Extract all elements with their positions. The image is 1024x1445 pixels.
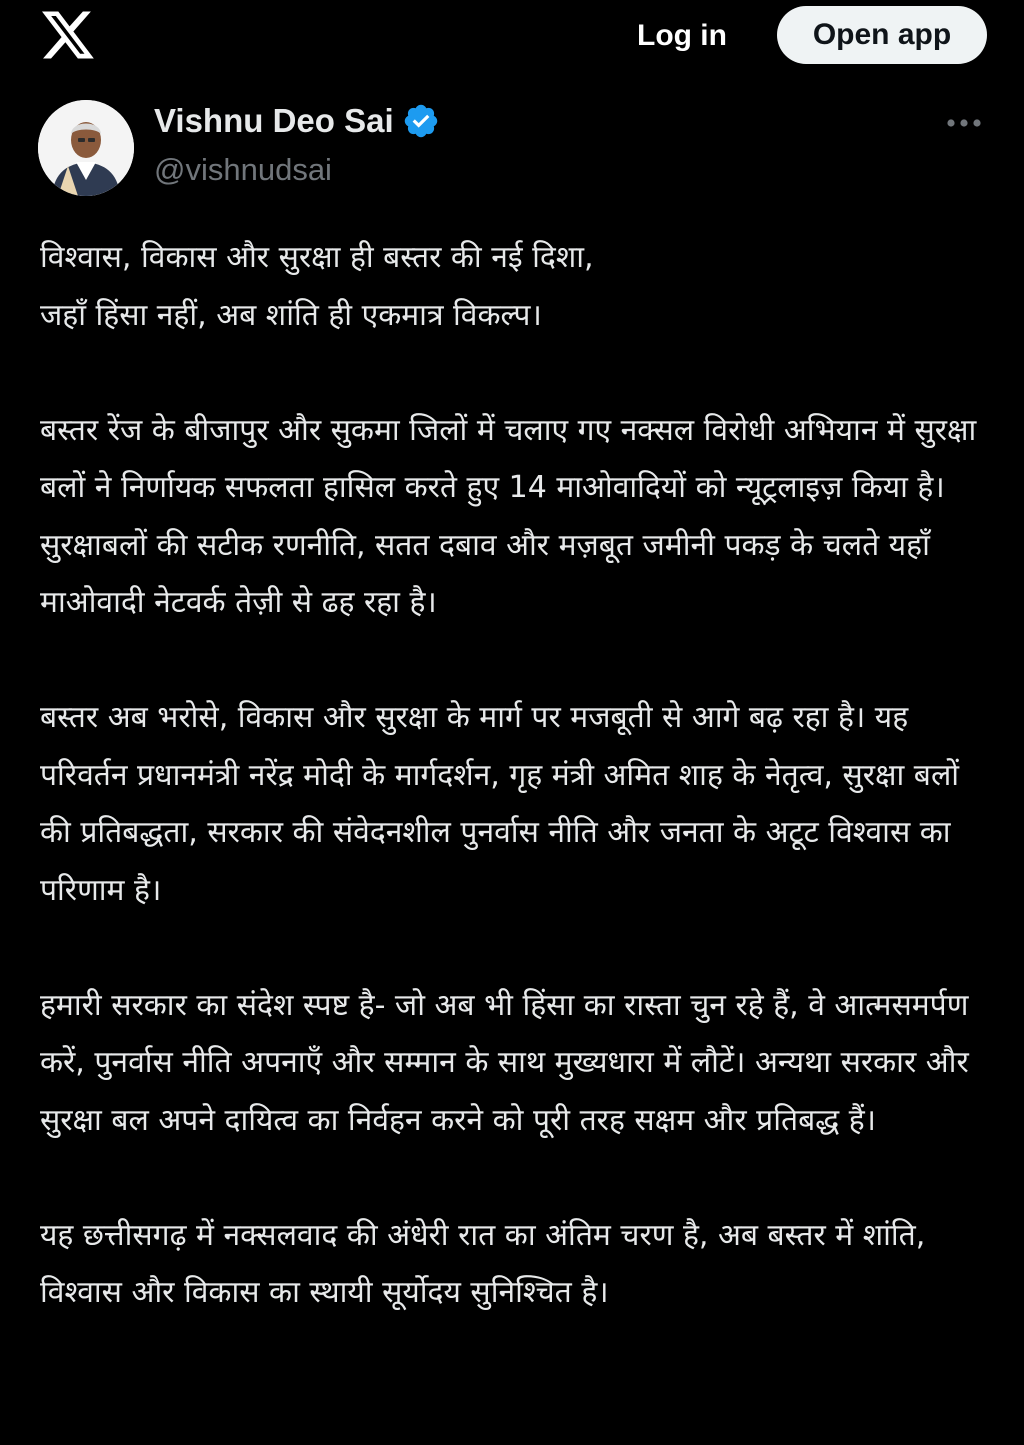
- tweet-paragraph: विश्वास, विकास और सुरक्षा ही बस्तर की नई दिशा, जहाँ हिंसा नहीं, अब शांति ही एकमात्र विकल्प।: [40, 240, 594, 333]
- tweet-author: [38, 98, 988, 198]
- tweet-paragraph: हमारी सरकार का संदेश स्पष्ट है- जो अब भी हिंसा का रास्ता चुन रहे हैं, वे आत्मसमर्पण करें, पुनर्वास नीति अपनाएँ और सम्मान के साथ मुख्यधारा में लौटें। अन्यथा सरकार और सुरक्षा बल अपने दायित्व का निर्वहन करने को पूरी तरह सक्षम और प्रतिबद्ध हैं।: [40, 987, 969, 1138]
- avatar[interactable]: [38, 100, 134, 196]
- more-options-icon[interactable]: [944, 108, 984, 138]
- open-app-button[interactable]: Open app: [777, 6, 987, 64]
- login-button[interactable]: Log in: [637, 19, 727, 52]
- author-name[interactable]: Vishnu Deo Sai: [154, 102, 394, 139]
- tweet-paragraph: यह छत्तीसगढ़ में नक्सलवाद की अंधेरी रात का अंतिम चरण है, अब बस्तर में शांति, विश्वास और विकास का स्थायी सूर्योदय सुनिश्चित है।: [40, 1217, 926, 1310]
- author-handle[interactable]: @vishnudsai: [154, 152, 332, 187]
- tweet-text: [40, 229, 990, 1322]
- avatar-portrait-icon: [38, 100, 134, 196]
- author-name-row: [154, 102, 440, 140]
- tweet-paragraph: बस्तर रेंज के बीजापुर और सुकमा जिलों में चलाए गए नक्सल विरोधी अभियान में सुरक्षा बलों ने निर्णायक सफलता हासिल करते हुए 14 माओवादियों को न्यूट्रलाइज़ किया है। सुरक्षाबलों की सटीक रणनीति, सतत दबाव और मज़बूत जमीनी पकड़ के चलते यहाँ माओवादी नेटवर्क तेज़ी से ढह रहा है।: [40, 412, 977, 620]
- tweet-paragraph: बस्तर अब भरोसे, विकास और सुरक्षा के मार्ग पर मजबूती से आगे बढ़ रहा है। यह परिवर्तन प्रधानमंत्री नरेंद्र मोदी के मार्गदर्शन, गृह मंत्री अमित शाह के नेतृत्व, सुरक्षा बलों की प्रतिबद्धता, सरकार की संवेदनशील पुनर्वास नीति और जनता के अटूट विश्वास का परिणाम है।: [40, 700, 960, 908]
- x-logo-icon[interactable]: [42, 10, 94, 60]
- top-bar: [0, 0, 1024, 72]
- verified-badge-icon: [402, 102, 440, 140]
